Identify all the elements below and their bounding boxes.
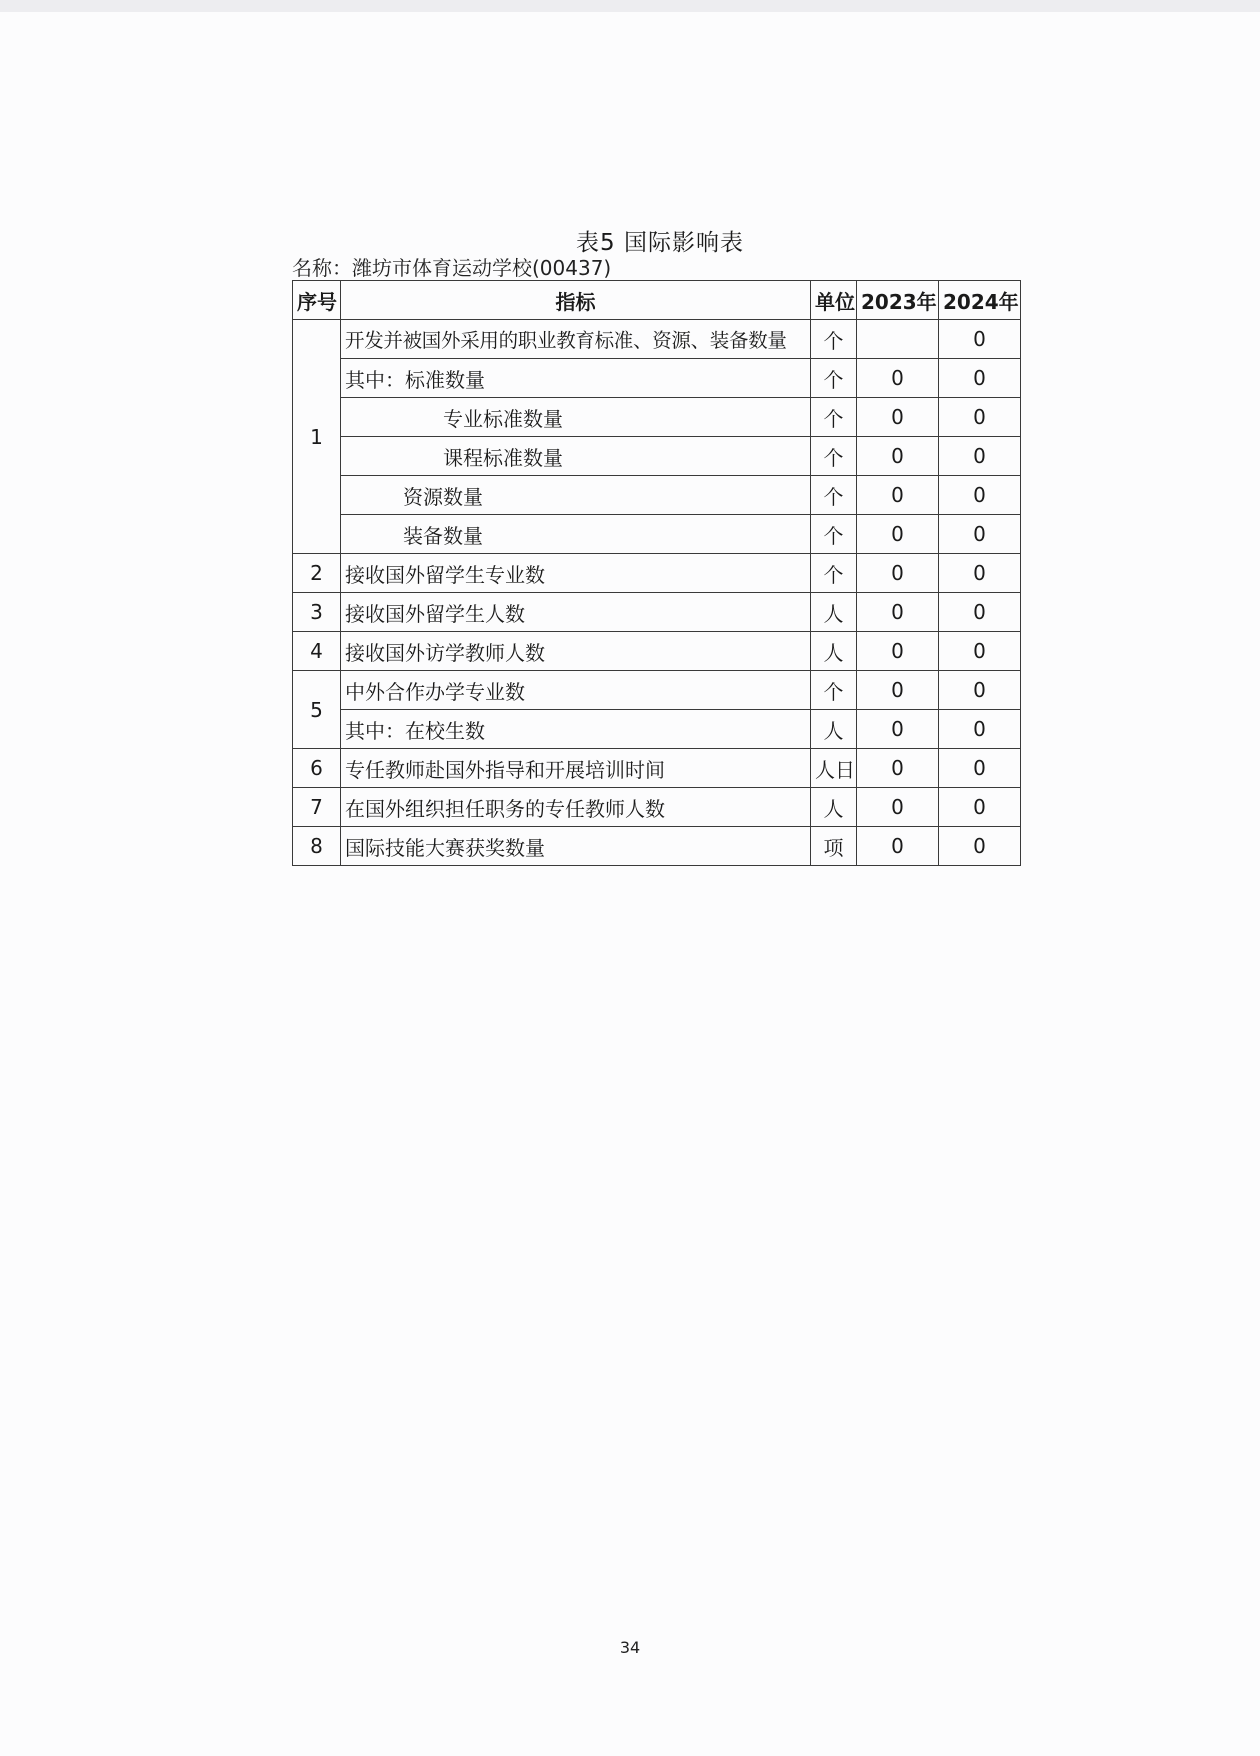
row-indicator: 接收国外留学生人数 xyxy=(341,593,811,632)
row-value-2024: 0 xyxy=(939,437,1021,476)
table-row xyxy=(293,710,1021,749)
row-unit: 个 xyxy=(811,671,857,710)
row-unit: 个 xyxy=(811,554,857,593)
row-seq: 3 xyxy=(293,593,341,632)
row-value-2023: 0 xyxy=(857,515,939,554)
international-influence-table xyxy=(292,280,1021,866)
row-value-2023: 0 xyxy=(857,788,939,827)
row-unit: 个 xyxy=(811,359,857,398)
row-value-2024: 0 xyxy=(939,671,1021,710)
row-unit: 人 xyxy=(811,788,857,827)
row-value-2023: 0 xyxy=(857,359,939,398)
header-indicator: 指标 xyxy=(341,281,811,320)
row-unit: 人 xyxy=(811,632,857,671)
row-indicator: 装备数量 xyxy=(341,515,811,554)
table-row xyxy=(293,437,1021,476)
row-unit: 个 xyxy=(811,476,857,515)
row-value-2024: 0 xyxy=(939,593,1021,632)
header-unit: 单位 xyxy=(811,281,857,320)
row-value-2024: 0 xyxy=(939,359,1021,398)
row-seq: 7 xyxy=(293,788,341,827)
row-unit: 个 xyxy=(811,437,857,476)
table-row xyxy=(293,788,1021,827)
row-value-2023: 0 xyxy=(857,398,939,437)
row-indicator: 中外合作办学专业数 xyxy=(341,671,811,710)
row-value-2024: 0 xyxy=(939,710,1021,749)
table-row xyxy=(293,749,1021,788)
row-value-2023: 0 xyxy=(857,632,939,671)
row-indicator: 其中：标准数量 xyxy=(341,359,811,398)
row-value-2024: 0 xyxy=(939,827,1021,866)
table-row xyxy=(293,632,1021,671)
row-indicator: 专任教师赴国外指导和开展培训时间 xyxy=(341,749,811,788)
row-value-2024: 0 xyxy=(939,515,1021,554)
row-indicator: 资源数量 xyxy=(341,476,811,515)
row-indicator: 国际技能大赛获奖数量 xyxy=(341,827,811,866)
row-value-2023: 0 xyxy=(857,749,939,788)
row-value-2024: 0 xyxy=(939,554,1021,593)
viewer-top-band xyxy=(0,0,1260,12)
row-seq: 4 xyxy=(293,632,341,671)
table-row xyxy=(293,515,1021,554)
row-indicator: 接收国外留学生专业数 xyxy=(341,554,811,593)
table-row xyxy=(293,593,1021,632)
row-unit: 人 xyxy=(811,593,857,632)
row-indicator: 接收国外访学教师人数 xyxy=(341,632,811,671)
row-value-2023: 0 xyxy=(857,437,939,476)
table-header-row xyxy=(293,281,1021,320)
row-value-2023: 0 xyxy=(857,476,939,515)
row-unit: 项 xyxy=(811,827,857,866)
row-value-2024: 0 xyxy=(939,320,1021,359)
table-row xyxy=(293,398,1021,437)
row-value-2024: 0 xyxy=(939,476,1021,515)
table-row xyxy=(293,476,1021,515)
header-2023: 2023年 xyxy=(857,281,939,320)
row-value-2024: 0 xyxy=(939,749,1021,788)
row-value-2023: 0 xyxy=(857,554,939,593)
row-indicator: 其中：在校生数 xyxy=(341,710,811,749)
table-row xyxy=(293,359,1021,398)
row-indicator: 在国外组织担任职务的专任教师人数 xyxy=(341,788,811,827)
row-indicator: 开发并被国外采用的职业教育标准、资源、装备数量 xyxy=(341,320,811,359)
row-seq: 2 xyxy=(293,554,341,593)
table-row xyxy=(293,827,1021,866)
page-number: 34 xyxy=(619,1638,641,1657)
table-row xyxy=(293,554,1021,593)
row-unit: 个 xyxy=(811,515,857,554)
document-page xyxy=(0,12,1260,1756)
row-value-2023 xyxy=(857,320,939,359)
row-seq: 1 xyxy=(293,320,341,554)
row-value-2023: 0 xyxy=(857,671,939,710)
row-indicator: 专业标准数量 xyxy=(341,398,811,437)
table-row xyxy=(293,671,1021,710)
school-name-line: 名称：潍坊市体育运动学校(00437) xyxy=(292,256,612,280)
row-seq: 8 xyxy=(293,827,341,866)
row-indicator: 课程标准数量 xyxy=(341,437,811,476)
header-2024: 2024年 xyxy=(939,281,1021,320)
table-title: 表5 国际影响表 xyxy=(576,230,744,256)
row-value-2024: 0 xyxy=(939,398,1021,437)
row-unit: 个 xyxy=(811,320,857,359)
table-row xyxy=(293,320,1021,359)
row-value-2023: 0 xyxy=(857,710,939,749)
row-value-2023: 0 xyxy=(857,827,939,866)
row-unit: 个 xyxy=(811,398,857,437)
row-seq: 6 xyxy=(293,749,341,788)
row-seq: 5 xyxy=(293,671,341,749)
row-value-2024: 0 xyxy=(939,632,1021,671)
row-unit: 人 xyxy=(811,710,857,749)
row-unit: 人日 xyxy=(811,749,857,788)
row-value-2023: 0 xyxy=(857,593,939,632)
row-value-2024: 0 xyxy=(939,788,1021,827)
header-seq: 序号 xyxy=(293,281,341,320)
